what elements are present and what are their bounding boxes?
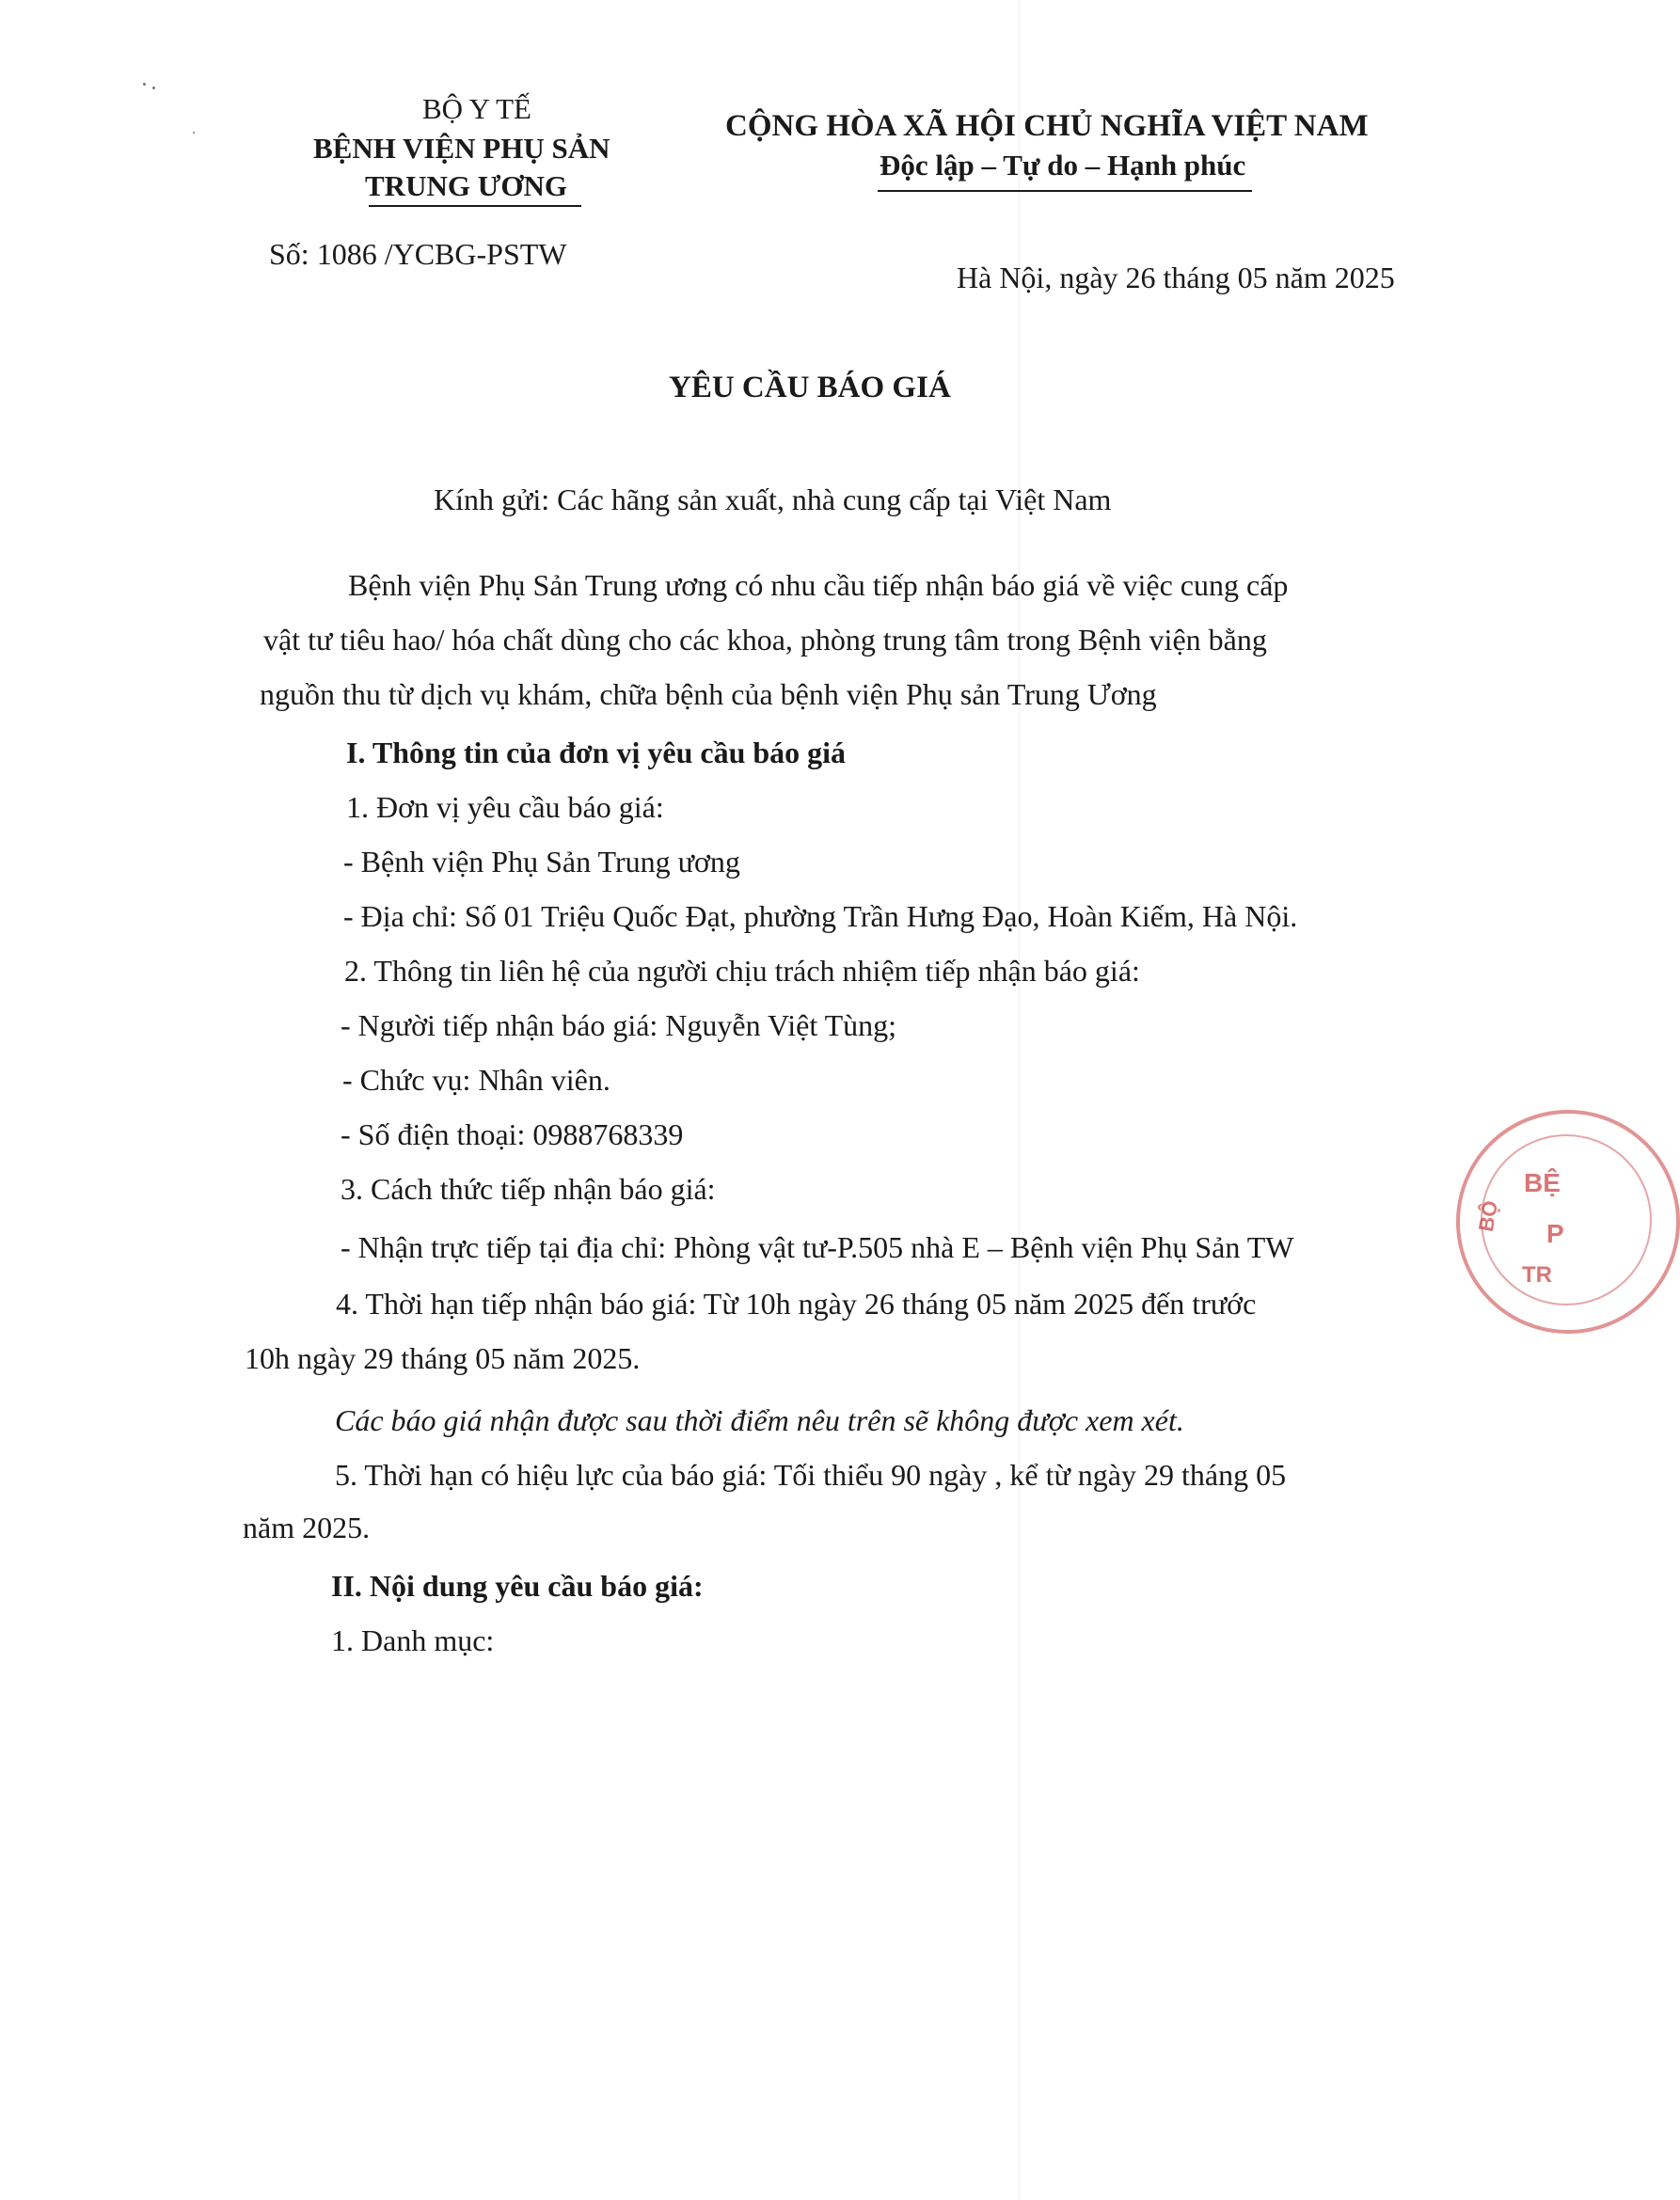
- stamp-text: BỆ: [1524, 1168, 1561, 1197]
- section-2-heading: II. Nội dung yêu cầu báo giá:: [331, 1569, 704, 1603]
- validity-line-1: 5. Thời hạn có hiệu lực của báo giá: Tối thiểu 90 ngày , kể từ ngày 29 tháng 05: [335, 1458, 1287, 1492]
- intro-line-3: nguồn thu từ dịch vụ khám, chữa bệnh của bệnh viện Phụ sản Trung Ương: [260, 677, 1157, 711]
- section-1-line: - Số điện thoại: 0988768339: [341, 1117, 684, 1151]
- hospital-underline: [369, 205, 581, 207]
- official-stamp: [1456, 1110, 1680, 1334]
- section-1-line: - Nhận trực tiếp tại địa chỉ: Phòng vật tư-P.505 nhà E – Bệnh viện Phụ Sản TW: [341, 1230, 1294, 1264]
- place-and-date: Hà Nội, ngày 26 tháng 05 năm 2025: [957, 261, 1395, 294]
- hospital-name-line2: TRUNG ƯƠNG: [365, 169, 567, 202]
- stamp-inner-ring: [1481, 1134, 1652, 1306]
- late-quote-note: Các báo giá nhận được sau thời điểm nêu trên sẽ không được xem xét.: [335, 1403, 1184, 1437]
- document-title: YÊU CẦU BÁO GIÁ: [669, 371, 951, 404]
- scan-speck: [193, 132, 195, 134]
- section-2-item: 1. Danh mục:: [331, 1623, 495, 1657]
- section-1-line: - Người tiếp nhận báo giá: Nguyễn Việt Tùng;: [341, 1008, 897, 1042]
- section-1-line: 2. Thông tin liên hệ của người chịu trách nhiệm tiếp nhận báo giá:: [344, 954, 1140, 988]
- stamp-text: BỘ: [1473, 1198, 1503, 1234]
- section-1-line: 1. Đơn vị yêu cầu báo giá:: [346, 790, 664, 824]
- section-1-line: 4. Thời hạn tiếp nhận báo giá: Từ 10h ngày 26 tháng 05 năm 2025 đến trước: [336, 1287, 1257, 1321]
- republic-name: CỘNG HÒA XÃ HỘI CHỦ NGHĨA VIỆT NAM: [725, 109, 1369, 143]
- scan-speck: [152, 87, 155, 89]
- motto-underline: [878, 190, 1252, 192]
- validity-line-2: năm 2025.: [243, 1511, 371, 1544]
- stamp-text: TR: [1522, 1262, 1552, 1288]
- section-1-line: - Địa chỉ: Số 01 Triệu Quốc Đạt, phường Trần Hưng Đạo, Hoàn Kiếm, Hà Nội.: [343, 899, 1298, 933]
- intro-line-1: Bệnh viện Phụ Sản Trung ương có nhu cầu tiếp nhận báo giá về việc cung cấp: [348, 568, 1289, 602]
- ministry-name: BỘ Y TẾ: [422, 92, 531, 125]
- section-1-line: 3. Cách thức tiếp nhận báo giá:: [341, 1172, 716, 1206]
- document-number: Số: 1086 /YCBG-PSTW: [269, 237, 567, 271]
- scan-speck: [143, 83, 146, 86]
- hospital-name-line1: BỆNH VIỆN PHỤ SẢN: [313, 132, 610, 165]
- intro-line-2: vật tư tiêu hao/ hóa chất dùng cho các khoa, phòng trung tâm trong Bệnh viện bằng: [263, 623, 1267, 657]
- section-1-line: - Chức vụ: Nhân viên.: [342, 1063, 610, 1097]
- scan-fold-line: [1019, 0, 1020, 2200]
- section-1-line: - Bệnh viện Phụ Sản Trung ương: [343, 845, 740, 878]
- stamp-text: P: [1546, 1219, 1564, 1248]
- national-motto: Độc lập – Tự do – Hạnh phúc: [880, 149, 1246, 182]
- section-1-line: 10h ngày 29 tháng 05 năm 2025.: [245, 1341, 641, 1375]
- recipient-line: Kính gửi: Các hãng sản xuất, nhà cung cấp tại Việt Nam: [434, 483, 1112, 516]
- section-1-heading: I. Thông tin của đơn vị yêu cầu báo giá: [346, 736, 847, 769]
